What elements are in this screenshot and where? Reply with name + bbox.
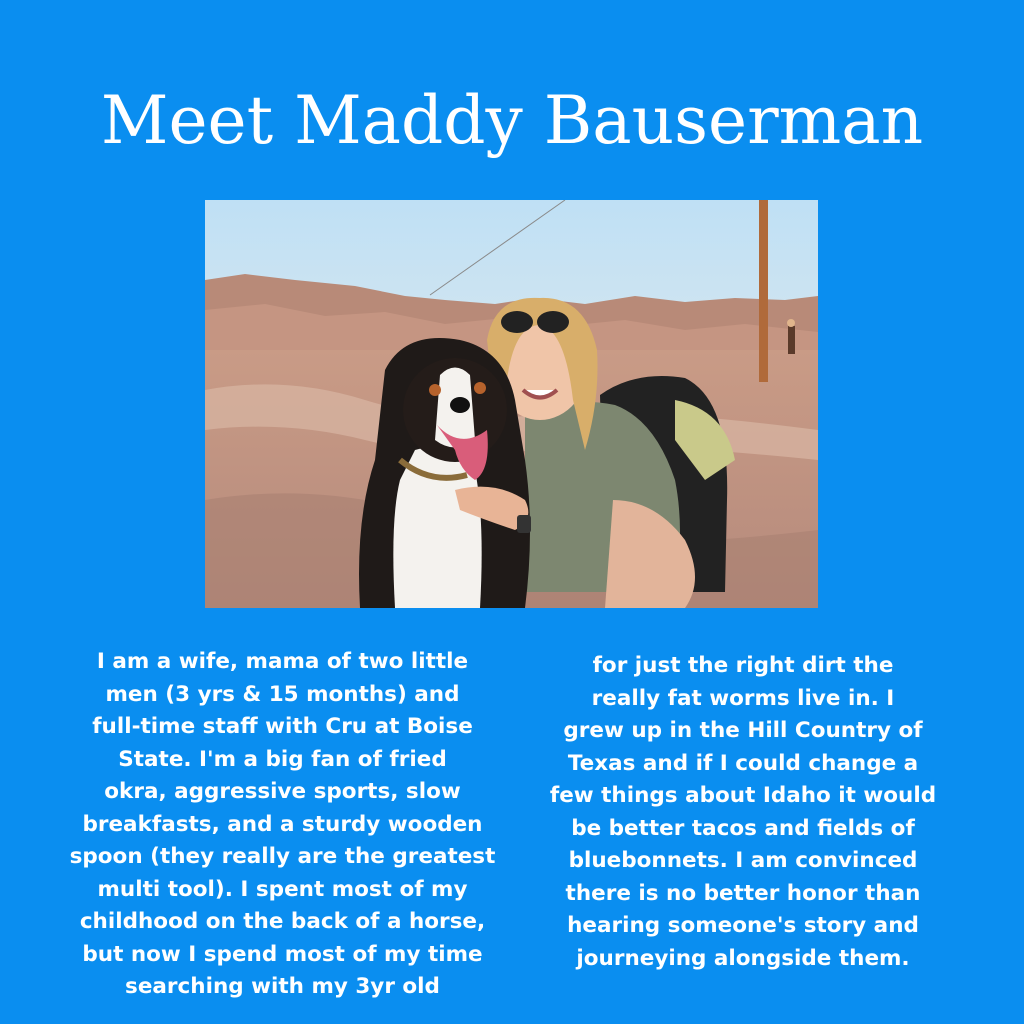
bio-line: be better tacos and fields of bbox=[571, 815, 915, 841]
bio-line: few things about Idaho it would bbox=[549, 783, 937, 808]
bio-line: searching with my 3yr old bbox=[125, 974, 440, 999]
bio-line: full-time staff with Cru at Boise bbox=[92, 714, 473, 739]
bio-line: there is no better honor than bbox=[565, 880, 921, 906]
sunglasses-right bbox=[537, 311, 569, 333]
dog-eyebrow-right bbox=[474, 382, 486, 394]
bio-line: for just the right dirt the bbox=[592, 653, 894, 678]
bio-line: childhood on the back of a horse, bbox=[79, 909, 486, 934]
dog-nose bbox=[450, 397, 470, 413]
bio-line: okra, aggressive sports, slow bbox=[104, 779, 461, 804]
bio-line: Texas and if I could change a bbox=[567, 750, 919, 776]
bio-line: journeying alongside them. bbox=[576, 945, 910, 971]
bio-line: men (3 yrs & 15 months) and bbox=[105, 681, 460, 707]
bio-line: spoon (they really are the greatest bbox=[69, 844, 496, 869]
bio-text-right-column bbox=[512, 650, 974, 975]
bio-text-left-column bbox=[50, 646, 515, 1004]
distant-hiker bbox=[788, 326, 795, 354]
bio-line: grew up in the Hill Country of bbox=[563, 718, 923, 743]
bio-line: breakfasts, and a sturdy wooden bbox=[82, 811, 483, 837]
sunglasses-left bbox=[501, 311, 533, 333]
bio-line: hearing someone's story and bbox=[567, 913, 919, 938]
watch bbox=[517, 515, 531, 533]
utility-pole bbox=[759, 200, 768, 382]
bio-line: I am a wife, mama of two little bbox=[96, 649, 469, 674]
dog-eyebrow-left bbox=[429, 384, 441, 396]
photo-illustration bbox=[205, 200, 818, 608]
page-title: Meet Maddy Bauserman bbox=[100, 82, 924, 159]
bio-line: really fat worms live in. I bbox=[591, 685, 895, 711]
bio-line: bluebonnets. I am convinced bbox=[568, 848, 918, 873]
bio-line: multi tool). I spent most of my bbox=[97, 876, 468, 902]
bio-line: but now I spend most of my time bbox=[82, 941, 483, 967]
profile-photo bbox=[205, 200, 818, 608]
bio-line: State. I'm a big fan of fried bbox=[118, 746, 447, 772]
